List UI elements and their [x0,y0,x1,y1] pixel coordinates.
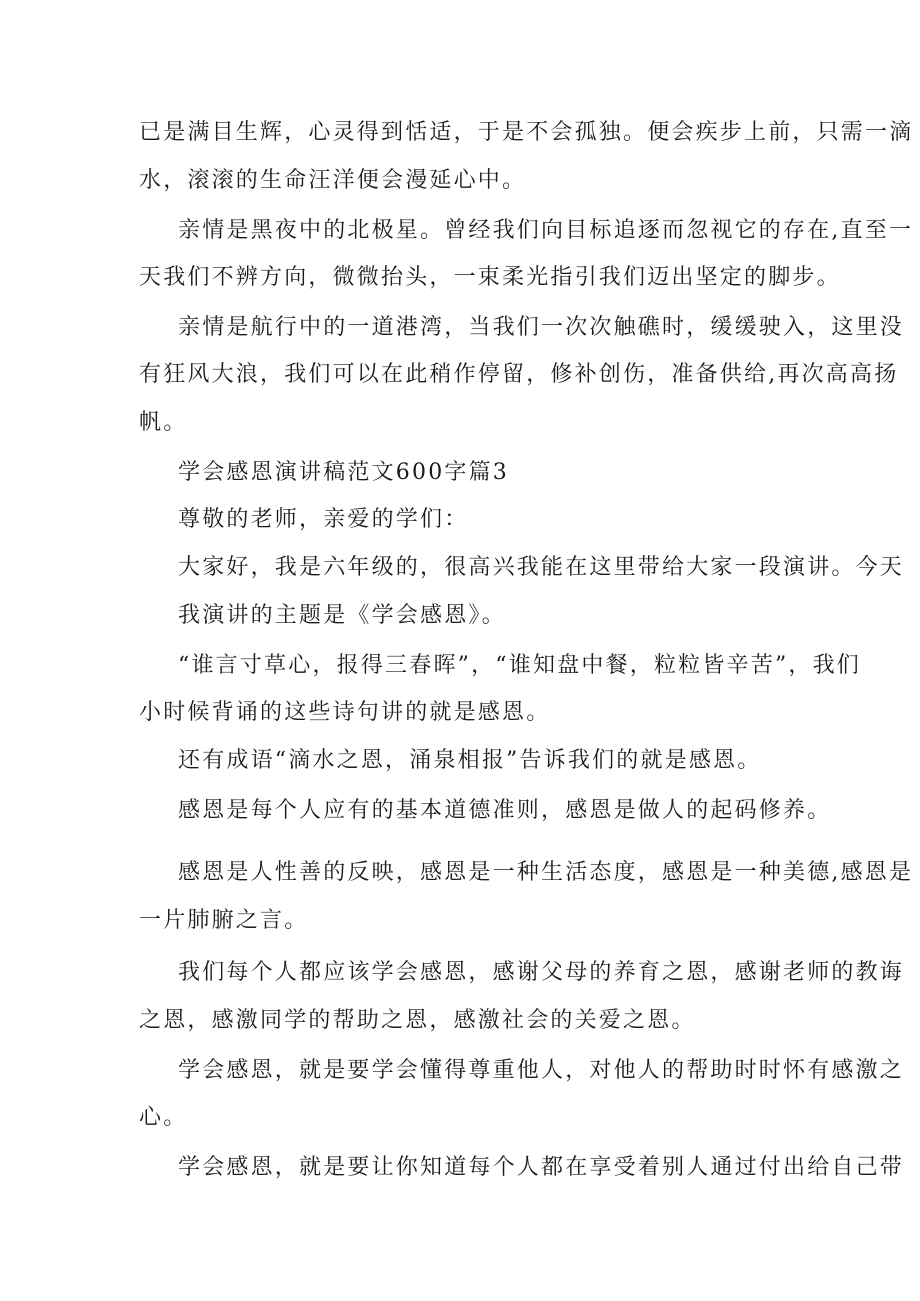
text-line: 我们每个人都应该学会感恩，感谢父母的养育之恩，感谢老师的教诲 [178,960,905,985]
text-line: 天我们不辨方向，微微抬头，一束柔光指引我们迈出坚定的脚步。 [139,265,841,290]
text-line: 有狂风大浪，我们可以在此稍作停留，修补创伤，准备供给,再次高高扬 [139,362,899,387]
text-line: 心。 [139,1105,188,1130]
text-line: 感恩是每个人应有的基本道德准则，感恩是做人的起码修养。 [178,798,832,823]
text-line: 学会感恩，就是要学会懂得尊重他人，对他人的帮助时时怀有感激之 [178,1058,905,1083]
text-line: 亲情是航行中的一道港湾，当我们一次次触礁时，缓缓驶入，这里没 [178,315,905,340]
section-heading: 学会感恩演讲稿范文600字篇3 [178,460,509,485]
text-line: 小时候背诵的这些诗句讲的就是感恩。 [139,700,551,725]
text-line: 水，滚滚的生命汪洋便会漫延心中。 [139,168,527,193]
text-line: 还有成语“滴水之恩，涌泉相报”告诉我们的就是感恩。 [178,748,762,773]
text-line: “谁言寸草心，报得三春晖”，“谁知盘中餐，粒粒皆辛苦”，我们 [178,653,861,678]
text-line: 感恩是人性善的反映，感恩是一种生活态度，感恩是一种美德,感恩是 [178,860,914,885]
text-line: 亲情是黑夜中的北极星。曾经我们向目标追逐而忽视它的存在,直至一 [178,218,914,243]
text-line: 学会感恩，就是要让你知道每个人都在享受着别人通过付出给自己带 [178,1155,905,1180]
text-line: 我演讲的主题是《学会感恩》。 [178,603,506,628]
text-line: 已是满目生辉，心灵得到恬适，于是不会孤独。便会疾步上前，只需一滴 [139,120,914,145]
text-line: 帆。 [139,410,188,435]
text-line: 之恩，感激同学的帮助之恩，感激社会的关爱之恩。 [139,1008,696,1033]
text-line: 大家好，我是六年级的，很高兴我能在这里带给大家一段演讲。今天 [178,555,905,580]
salutation: 尊敬的老师，亲爱的学们： [178,507,469,532]
text-line: 一片肺腑之言。 [139,908,309,933]
